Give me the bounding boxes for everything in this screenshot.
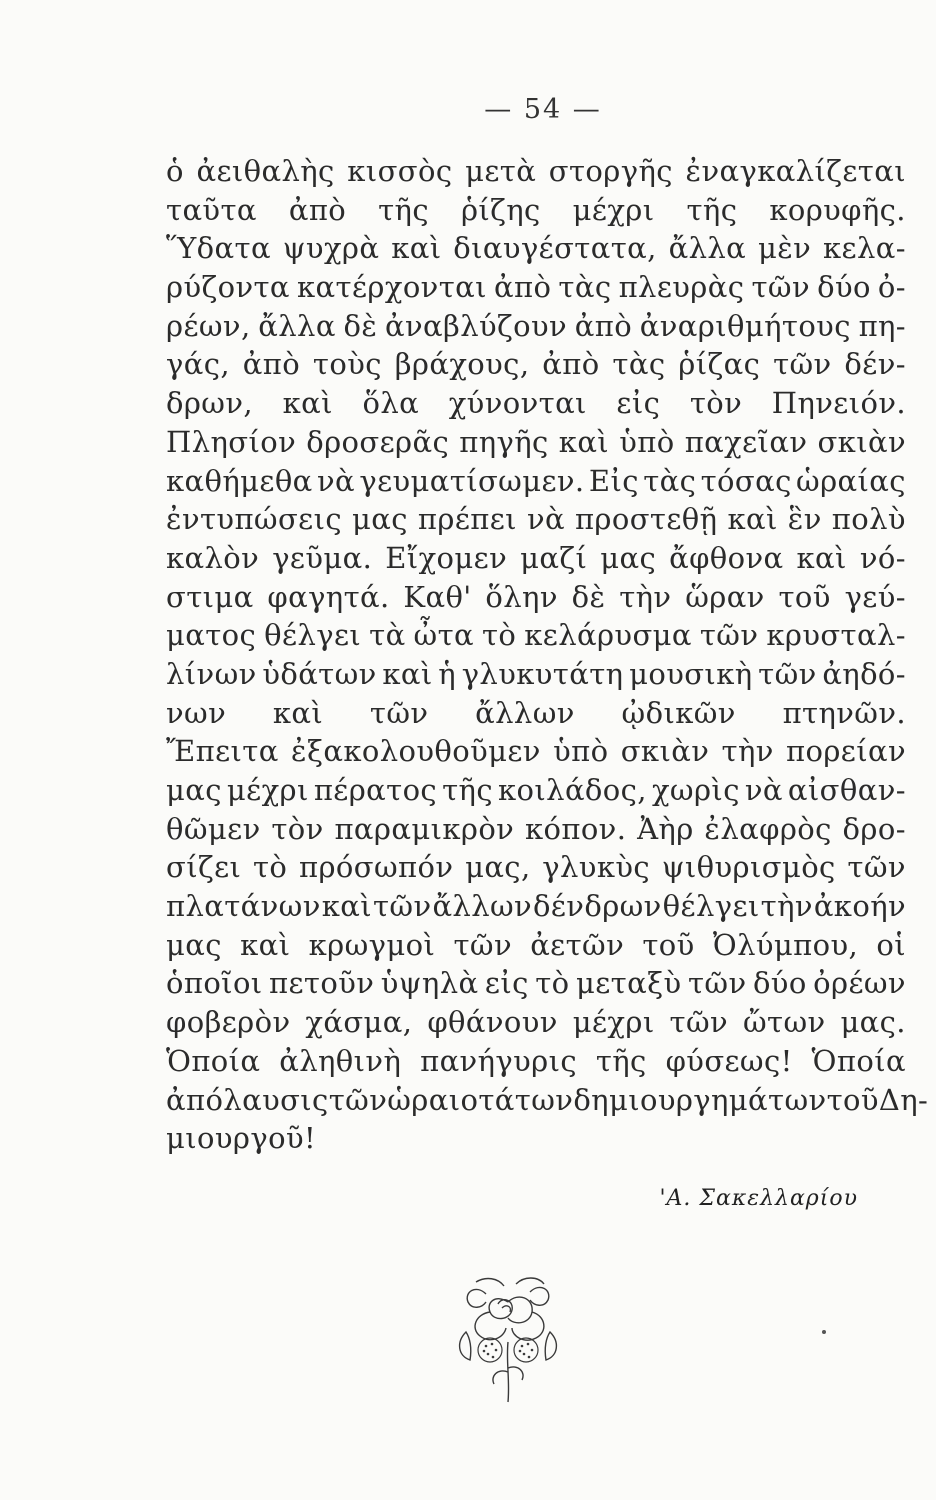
word: τῶν — [369, 695, 429, 730]
word: δρων, — [166, 386, 254, 421]
word: γεῦμα. — [272, 540, 373, 575]
word: κοιλάδος, — [498, 773, 647, 807]
word: στοργῆς — [548, 154, 673, 188]
word: Πλησίον — [166, 424, 297, 459]
word: μας — [166, 927, 222, 962]
word: γάς, — [166, 347, 230, 382]
word: πετοῦν — [269, 966, 375, 1001]
word: ἐντυπώσεις — [166, 502, 343, 537]
word: πλατάνων — [166, 889, 321, 924]
author-signature: 'Α. Σακελλαρίου — [659, 1186, 858, 1211]
word: θῶμεν — [166, 811, 261, 846]
word: πολὺ — [831, 502, 906, 537]
word: Ὀλύμπου, — [712, 927, 859, 962]
word: πρόσωπόν — [299, 850, 454, 885]
word: ρέων, — [166, 308, 251, 343]
word: Ὁποία — [166, 1043, 261, 1078]
word: ὅλα — [362, 386, 420, 421]
word: εἰς — [616, 386, 661, 421]
word: διαυγέστατα, — [453, 231, 657, 266]
word: καὶ — [391, 231, 442, 266]
word: τὸ — [481, 618, 517, 653]
word: ἀπὸ — [242, 347, 301, 382]
word: μας. — [840, 1005, 906, 1040]
text-line — [166, 152, 906, 191]
word: τῶν — [758, 656, 817, 691]
word: εἰς — [484, 966, 529, 1001]
word: πη- — [858, 308, 906, 343]
word: ὤτων — [742, 1005, 826, 1040]
text-line — [166, 307, 906, 346]
word: τῶν — [773, 347, 832, 382]
word: Ὁποία — [811, 1043, 906, 1078]
word: τῶν — [751, 270, 810, 305]
word: τοῦ — [642, 927, 695, 962]
word: ἀηδό- — [822, 656, 906, 691]
text-line — [166, 539, 906, 578]
word: ἄλλων — [475, 695, 575, 730]
word: τοῦ — [778, 579, 831, 614]
word: ἄφθονα — [669, 540, 784, 575]
word: ἀπὸ — [542, 347, 600, 382]
word: κόπον. — [524, 811, 627, 846]
word: τὸν — [271, 811, 324, 846]
word: τοῦ — [826, 1082, 879, 1117]
word: τὴν — [619, 579, 672, 614]
word: τὰ — [369, 618, 406, 653]
word: ὡραίας — [796, 463, 906, 498]
word: καὶ — [382, 656, 433, 691]
word: ἓν — [787, 502, 822, 537]
word: χάσμα, — [305, 1005, 413, 1040]
word: ἄλλα — [258, 308, 336, 343]
word: μας, — [465, 850, 531, 885]
word: κελάρυσμα — [524, 618, 692, 653]
word: ᾠδικῶν — [621, 695, 736, 730]
word: παραμικρὸν — [334, 811, 515, 846]
word: καὶ — [272, 695, 324, 730]
word: ὡραιοτάτων — [387, 1082, 574, 1117]
word: κατέρχονται — [297, 270, 487, 305]
word: νων — [166, 695, 227, 730]
word: τὴν — [721, 734, 774, 769]
word: μετὰ — [465, 154, 537, 188]
text-line — [166, 964, 906, 1003]
word: ὑψηλὰ — [380, 966, 479, 1001]
word: τῆς — [442, 773, 493, 807]
text-line — [166, 1003, 906, 1042]
text-line — [166, 268, 906, 307]
word: ὑπὸ — [619, 424, 675, 459]
text-line — [166, 771, 906, 810]
word: γλυκυτάτη — [461, 656, 624, 691]
word: Ὕδατα — [166, 231, 271, 266]
word: μας — [352, 502, 408, 537]
word: σκιὰν — [817, 424, 906, 459]
text-line — [166, 926, 906, 965]
word: καὶ — [558, 424, 610, 459]
word: νό- — [859, 540, 906, 575]
word: ψιθυρισμὸς — [661, 850, 836, 885]
word: τῆς — [686, 192, 738, 227]
word: πανήγυρις — [420, 1043, 577, 1078]
word: ὦτα — [413, 618, 475, 653]
word: Δη- — [878, 1082, 929, 1117]
word: θέλγει — [662, 889, 760, 924]
word: γεύ- — [844, 579, 906, 614]
text-line — [166, 1081, 929, 1120]
word: ἀληθινὴ — [279, 1043, 402, 1078]
word: μὲν — [757, 231, 812, 266]
word: ἀπὸ — [494, 270, 552, 305]
word: μεταξὺ — [575, 966, 682, 1001]
word: Καθ' — [403, 579, 472, 614]
word: πηγῆς — [459, 424, 549, 459]
text-line — [166, 694, 906, 733]
word: ὑπὸ — [553, 734, 609, 769]
word: καὶ — [240, 927, 291, 962]
word: ψυχρὰ — [282, 231, 380, 266]
word: ἐναγκαλίζεται — [685, 154, 906, 188]
word: ἐλαφρὸς — [704, 811, 832, 846]
word: ἀετῶν — [530, 927, 625, 962]
word: κρυσταλ- — [766, 618, 906, 653]
word: ρύζοντα — [166, 270, 290, 305]
word: μιουργοῦ! — [166, 1121, 317, 1156]
word: τῶν — [687, 966, 747, 1001]
text-line — [166, 462, 906, 501]
word: κισσὸς — [347, 154, 453, 188]
word: φύσεως! — [665, 1043, 793, 1078]
word: τῆς — [378, 192, 429, 227]
paper-speck — [822, 1330, 826, 1334]
word: μουσικὴ — [629, 656, 753, 691]
text-line — [166, 1119, 906, 1158]
text-line — [166, 810, 906, 849]
word: σκιὰν — [620, 734, 710, 769]
page-number: — 54 — — [484, 94, 602, 125]
word: λίνων — [166, 656, 257, 691]
word: ὁ — [166, 154, 184, 188]
word: τόσας — [700, 463, 792, 498]
word: αἰσθαν- — [787, 773, 906, 807]
word: ἀπὸ — [288, 192, 347, 227]
word: χωρὶς — [651, 773, 740, 807]
word: φθάνουν — [427, 1005, 558, 1040]
word: δροσερᾶς — [306, 424, 450, 459]
word: ὥραν — [685, 579, 765, 614]
word: σίζει — [166, 850, 242, 885]
text-line — [166, 191, 906, 230]
word: ὀ- — [877, 270, 906, 305]
word: καὶ — [321, 889, 372, 924]
word: τὰς — [643, 463, 697, 498]
word: καὶ — [282, 386, 333, 421]
word: ἄλλων — [432, 889, 533, 924]
text-line — [166, 616, 906, 655]
word: ἀναβλύζουν — [385, 308, 568, 343]
word: ὅλην — [485, 579, 558, 614]
word: τῶν — [453, 927, 512, 962]
word: ἀναριθμήτους — [639, 308, 851, 343]
word: φαγητά. — [267, 579, 390, 614]
text-line — [166, 887, 906, 926]
word: δρο- — [842, 811, 906, 846]
text-line — [166, 655, 906, 694]
word: χύνονται — [448, 386, 587, 421]
word: γλυκὺς — [542, 850, 651, 885]
word: τῶν — [669, 1005, 729, 1040]
word: δέν- — [844, 347, 906, 382]
word: ῥίζης — [460, 192, 541, 227]
word: μέχρι — [226, 773, 309, 807]
word: θέλγει — [264, 618, 362, 653]
word: μαζί — [520, 540, 588, 575]
word: τὸν — [689, 386, 743, 421]
word: καθήμεθα — [166, 463, 313, 498]
word: τοὺς — [312, 347, 382, 382]
word: Ἔπειτα — [166, 734, 279, 769]
text-line — [166, 500, 906, 539]
word: δὲ — [343, 308, 378, 343]
rose-flower-ornament-icon — [446, 1272, 570, 1408]
word: μας — [166, 773, 222, 807]
word: πρέπει — [417, 502, 517, 537]
word: Εἰς — [588, 463, 639, 498]
word: πλευρὰς — [618, 270, 745, 305]
word: ἀπόλαυσις — [166, 1082, 329, 1117]
word: τῶν — [372, 889, 432, 924]
word: τὰς — [558, 270, 612, 305]
word: τὰς — [612, 347, 666, 382]
word: πτηνῶν. — [782, 695, 906, 730]
word: ματος — [166, 618, 257, 653]
word: τὸ — [535, 966, 570, 1001]
word: στιμα — [166, 579, 254, 614]
word: προστεθῇ — [574, 502, 718, 537]
word: δύο — [817, 270, 871, 305]
word: πέρατος — [313, 773, 438, 807]
word: ἄλλα — [668, 231, 747, 266]
word: ὁποῖοι — [166, 966, 263, 1001]
word: γευματίσωμεν. — [359, 463, 585, 498]
text-line — [166, 384, 906, 423]
word: πορείαν — [786, 734, 906, 769]
word: φοβερὸν — [166, 1005, 291, 1040]
word: νὰ — [526, 502, 565, 537]
text-line — [166, 229, 906, 268]
word: ἐξακολουθοῦμεν — [291, 734, 541, 769]
word: τῶν — [699, 618, 759, 653]
word: τῶν — [328, 1082, 388, 1117]
word: τὸ — [252, 850, 288, 885]
text-line — [166, 1042, 906, 1081]
word: οἱ — [876, 927, 906, 962]
text-line — [166, 732, 906, 771]
word: παχεῖαν — [684, 424, 808, 459]
word: κρωγμοὶ — [308, 927, 436, 962]
word: ῥίζας — [678, 347, 761, 382]
word: τῶν — [847, 850, 906, 885]
text-line — [166, 848, 906, 887]
word: κορυφῆς. — [769, 192, 906, 227]
text-line — [166, 345, 906, 384]
word: μέχρι — [572, 192, 655, 227]
word: μας — [600, 540, 657, 575]
word: βράχους, — [394, 347, 530, 382]
word: Εἴχομεν — [385, 540, 508, 575]
word: ὑδάτων — [262, 656, 377, 691]
text-line — [166, 423, 906, 462]
word: δὲ — [571, 579, 606, 614]
word: νὰ — [744, 773, 783, 807]
word: καλὸν — [166, 540, 260, 575]
word: κελα- — [823, 231, 906, 266]
word: καὶ — [727, 502, 778, 537]
word: ὀρέων — [813, 966, 906, 1001]
word: δένδρων — [533, 889, 662, 924]
word: ἀκοήν — [813, 889, 906, 924]
word: Πηνειόν. — [771, 386, 906, 421]
text-line — [166, 578, 906, 617]
word: ἡ — [438, 656, 457, 691]
word: τὴν — [760, 889, 813, 924]
word: ἀπὸ — [574, 308, 633, 343]
word: μέχρι — [572, 1005, 655, 1040]
word: ἀειθαλὴς — [196, 154, 335, 188]
body-text — [166, 152, 929, 1158]
word: δημιουργημάτων — [573, 1082, 827, 1117]
word: νὰ — [317, 463, 356, 498]
word: Ἀὴρ — [637, 811, 694, 846]
word: δύο — [752, 966, 807, 1001]
word: τῆς — [595, 1043, 647, 1078]
word: καὶ — [796, 540, 847, 575]
word: ταῦτα — [166, 192, 257, 227]
